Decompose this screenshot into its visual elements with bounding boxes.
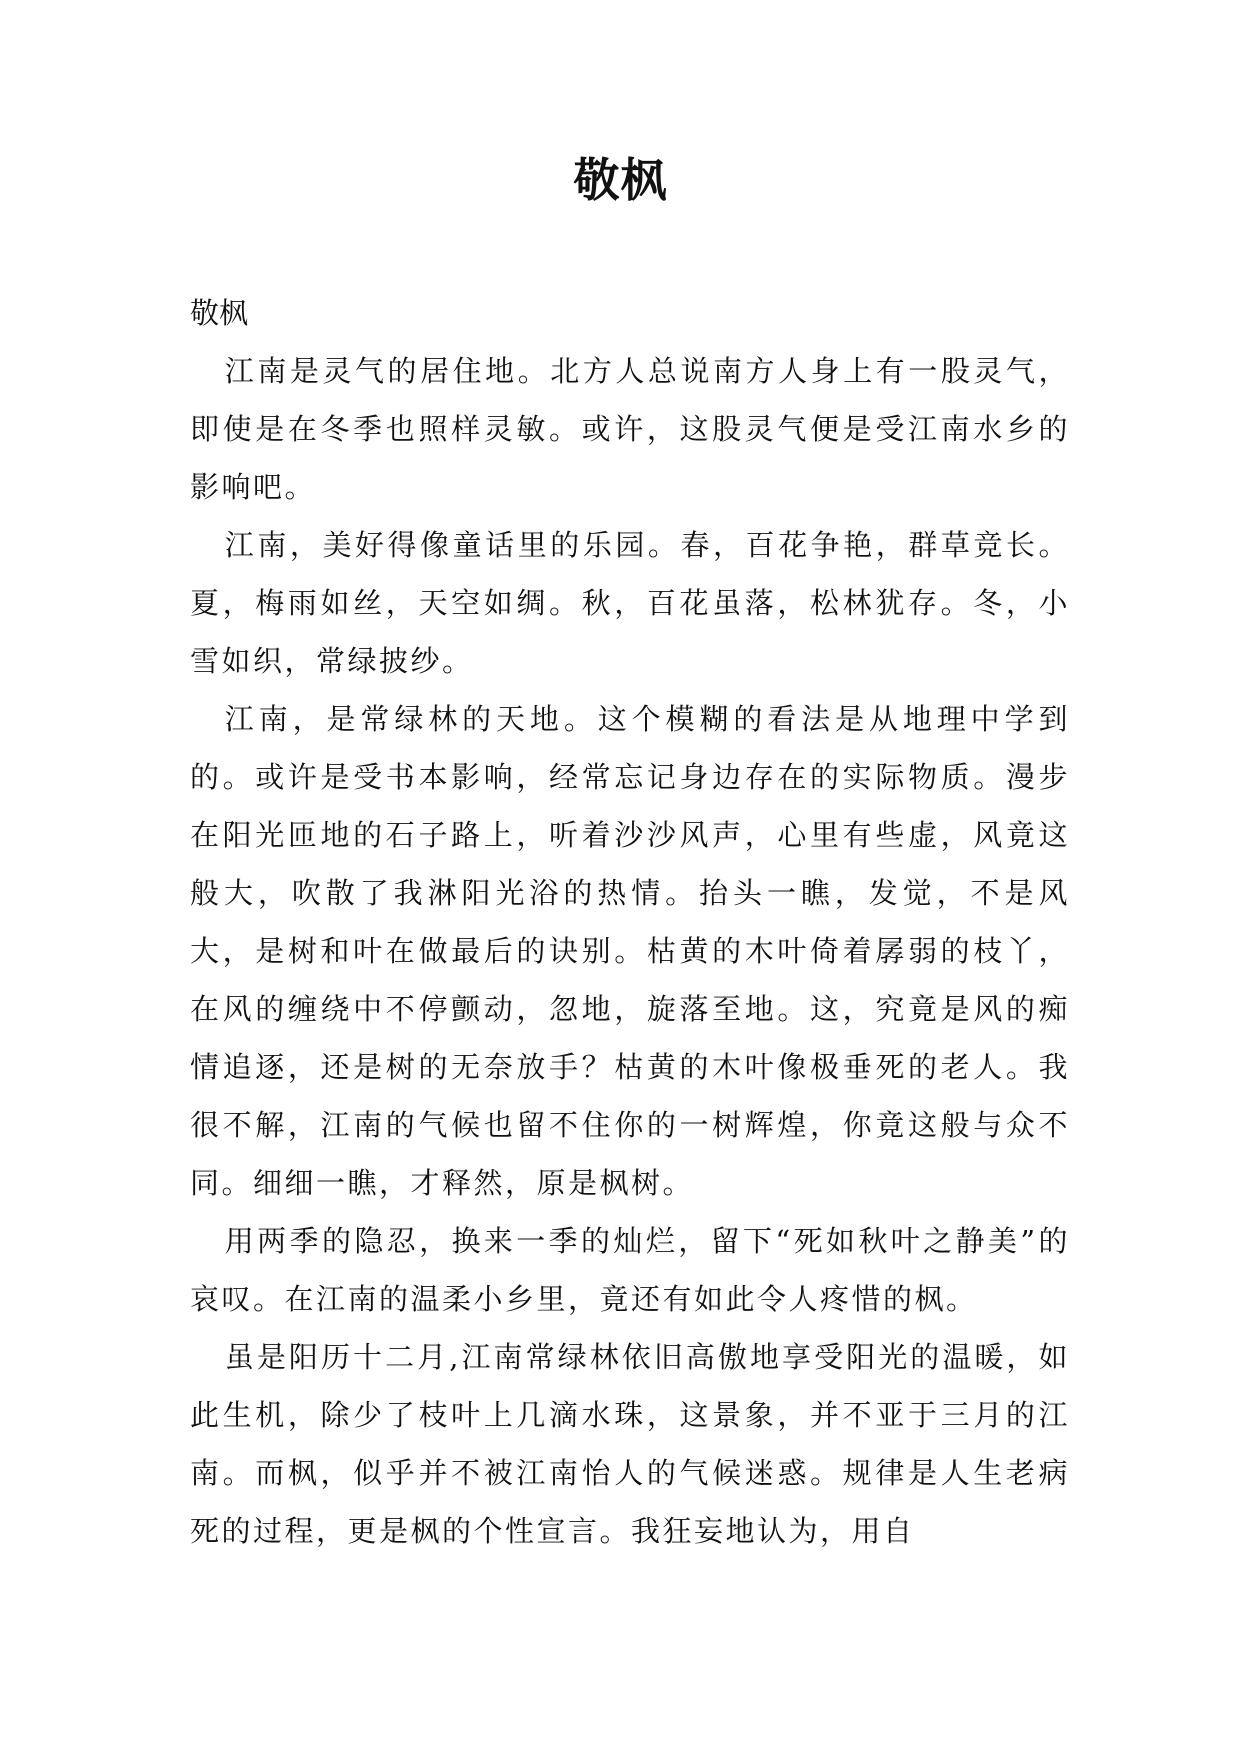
paragraph: 江南是灵气的居住地。北方人总说南方人身上有一股灵气，即使是在冬季也照样灵敏。或许，这股灵气便是受江南水乡的影响吧。 [190,354,1070,504]
document-body [190,284,1070,1560]
document-subheading: 敬枫 [190,296,249,330]
paragraph: 虽是阳历十二月,江南常绿林依旧高傲地享受阳光的温暖，如此生机，除少了枝叶上几滴水珠，这景象，并不亚于三月的江南。而枫，似乎并不被江南怡人的气候迷惑。规律是人生老病死的过程，更是枫的个性宣言。我狂妄地认为，用自 [190,1340,1070,1548]
paragraph: 江南，是常绿林的天地。这个模糊的看法是从地理中学到的。或许是受书本影响，经常忘记身边存在的实际物质。漫步在阳光匝地的石子路上，听着沙沙风声，心里有些虚，风竟这般大，吹散了我淋阳光浴的热情。抬头一瞧，发觉，不是风大，是树和叶在做最后的诀别。枯黄的木叶倚着孱弱的枝丫，在风的缠绕中不停颤动，忽地，旋落至地。这，究竟是风的痴情追逐，还是树的无奈放手？枯黄的木叶像极垂死的老人。我很不解，江南的气候也留不住你的一树辉煌，你竟这般与众不同。细细一瞧，才释然，原是枫树。 [190,702,1070,1200]
paragraph: 江南，美好得像童话里的乐园。春，百花争艳，群草竞长。夏，梅雨如丝，天空如绸。秋，百花虽落，松林犹存。冬，小雪如织，常绿披纱。 [190,528,1070,678]
paragraph: 用两季的隐忍，换来一季的灿烂，留下“死如秋叶之静美”的哀叹。在江南的温柔小乡里，竟还有如此令人疼惜的枫。 [190,1224,1070,1316]
document-title: 敬枫 [573,153,668,207]
